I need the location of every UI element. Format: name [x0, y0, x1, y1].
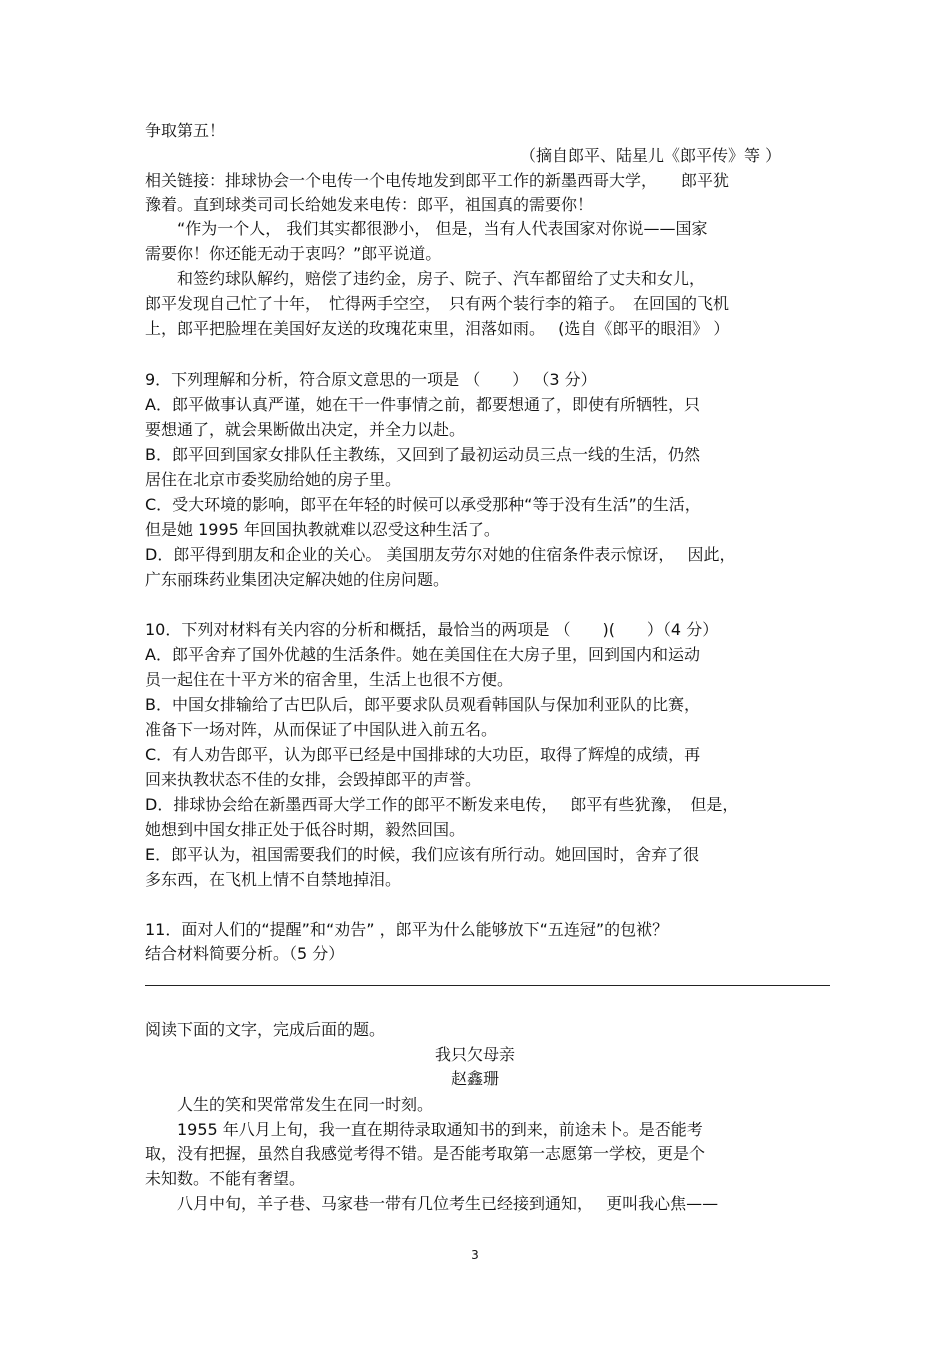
reading-instruction: 阅读下面的文字，完成后面的题。: [145, 1020, 386, 1039]
option-b-cont: 准备下一场对阵，从而保证了中国队进入前五名。: [145, 720, 498, 739]
option-e: E．郎平认为，祖国需要我们的时候，我们应该有所行动。她回国时，舍弃了很: [145, 845, 700, 864]
text-line: 豫着。直到球类司司长给她发来电传：郎平，祖国真的需要你！: [145, 195, 594, 214]
question-stem-cont: 结合材料简要分析。（5 分）: [145, 944, 345, 963]
text-line: 争取第五！: [145, 121, 226, 140]
text-line: 八月中旬，羊子巷、马家巷一带有几位考生已经接到通知， 更叫我心焦——: [145, 1194, 719, 1213]
question-stem: 10．下列对材料有关内容的分析和概括，最恰当的两项是 （ )( ）（4 分）: [145, 620, 719, 639]
citation: （摘自郎平、陆星儿《郎平传》等 ）: [520, 146, 782, 165]
option-c-cont: 回来执教状态不佳的女排，会毁掉郎平的声誉。: [145, 770, 482, 789]
text-line: 郎平发现自己忙了十年， 忙得两手空空， 只有两个装行李的箱子。 在回国的飞机: [145, 294, 730, 313]
option-c-cont: 但是她 1995 年回国执教就难以忍受这种生活了。: [145, 520, 500, 539]
option-c: C．受大环境的影响，郎平在年轻的时候可以承受那种“等于没有生活”的生活，: [145, 495, 701, 514]
option-d-cont: 她想到中国女排正处于低谷时期，毅然回国。: [145, 820, 466, 839]
text-line: 人生的笑和哭常常发生在同一时刻。: [145, 1095, 434, 1114]
text-line: 上，郎平把脸埋在美国好友送的玫瑰花束里，泪落如雨。 (选自《郎平的眼泪》 ）: [145, 319, 730, 338]
text-line: 相关链接：排球协会一个电传一个电传地发到郎平工作的新墨西哥大学， 郎平犹: [145, 171, 730, 190]
option-a-cont: 要想通了，就会果断做出决定，并全力以赴。: [145, 420, 466, 439]
option-b-cont: 居住在北京市委奖励给她的房子里。: [145, 470, 402, 489]
text-line: 和签约球队解约，赔偿了违约金，房子、院子、汽车都留给了丈夫和女儿，: [145, 269, 706, 288]
option-b: B．郎平回到国家女排队任主教练，又回到了最初运动员三点一线的生活，仍然: [145, 445, 700, 464]
option-b: B．中国女排输给了古巴队后，郎平要求队员观看韩国队与保加利亚队的比赛，: [145, 695, 700, 714]
article-author: 赵鑫珊: [450, 1069, 499, 1088]
question-stem: 11．面对人们的“提醒”和“劝告” ，郎平为什么能够放下“五连冠”的包袱？: [145, 920, 669, 939]
text-line: “作为一个人， 我们其实都很渺小， 但是，当有人代表国家对你说——国家: [145, 219, 708, 238]
page-number: 3: [471, 1248, 479, 1262]
option-d-cont: 广东丽珠药业集团决定解决她的住房问题。: [145, 570, 450, 589]
text-line: 未知数。不能有奢望。: [145, 1169, 306, 1188]
article-title: 我只欠母亲: [434, 1045, 515, 1064]
text-line: 取，没有把握，虽然自我感觉考得不错。是否能考取第一志愿第一学校，更是个: [145, 1144, 706, 1163]
option-a: A．郎平舍弃了国外优越的生活条件。她在美国住在大房子里，回到国内和运动: [145, 645, 700, 664]
text-line: 需要你！你还能无动于衷吗？”郎平说道。: [145, 244, 442, 263]
text-line: 1955 年八月上旬，我一直在期待录取通知书的到来，前途未卜。是否能考: [145, 1120, 703, 1139]
option-e-cont: 多东西，在飞机上情不自禁地掉泪。: [145, 870, 402, 889]
option-a-cont: 员一起住在十平方米的宿舍里，生活上也很不方便。: [145, 670, 514, 689]
option-d: D．排球协会给在新墨西哥大学工作的郎平不断发来电传， 郎平有些犹豫， 但是，: [145, 795, 739, 814]
question-stem: 9．下列理解和分析，符合原文意思的一项是 （ ） （3 分）: [145, 370, 597, 389]
option-a: A．郎平做事认真严谨，她在干一件事情之前，都要想通了，即使有所牺牲，只: [145, 395, 700, 414]
option-c: C．有人劝告郎平，认为郎平已经是中国排球的大功臣，取得了辉煌的成绩，再: [145, 745, 701, 764]
option-d: D．郎平得到朋友和企业的关心。 美国朋友劳尔对她的住宿条件表示惊讶， 因此，: [145, 545, 736, 564]
answer-line: [145, 985, 830, 986]
